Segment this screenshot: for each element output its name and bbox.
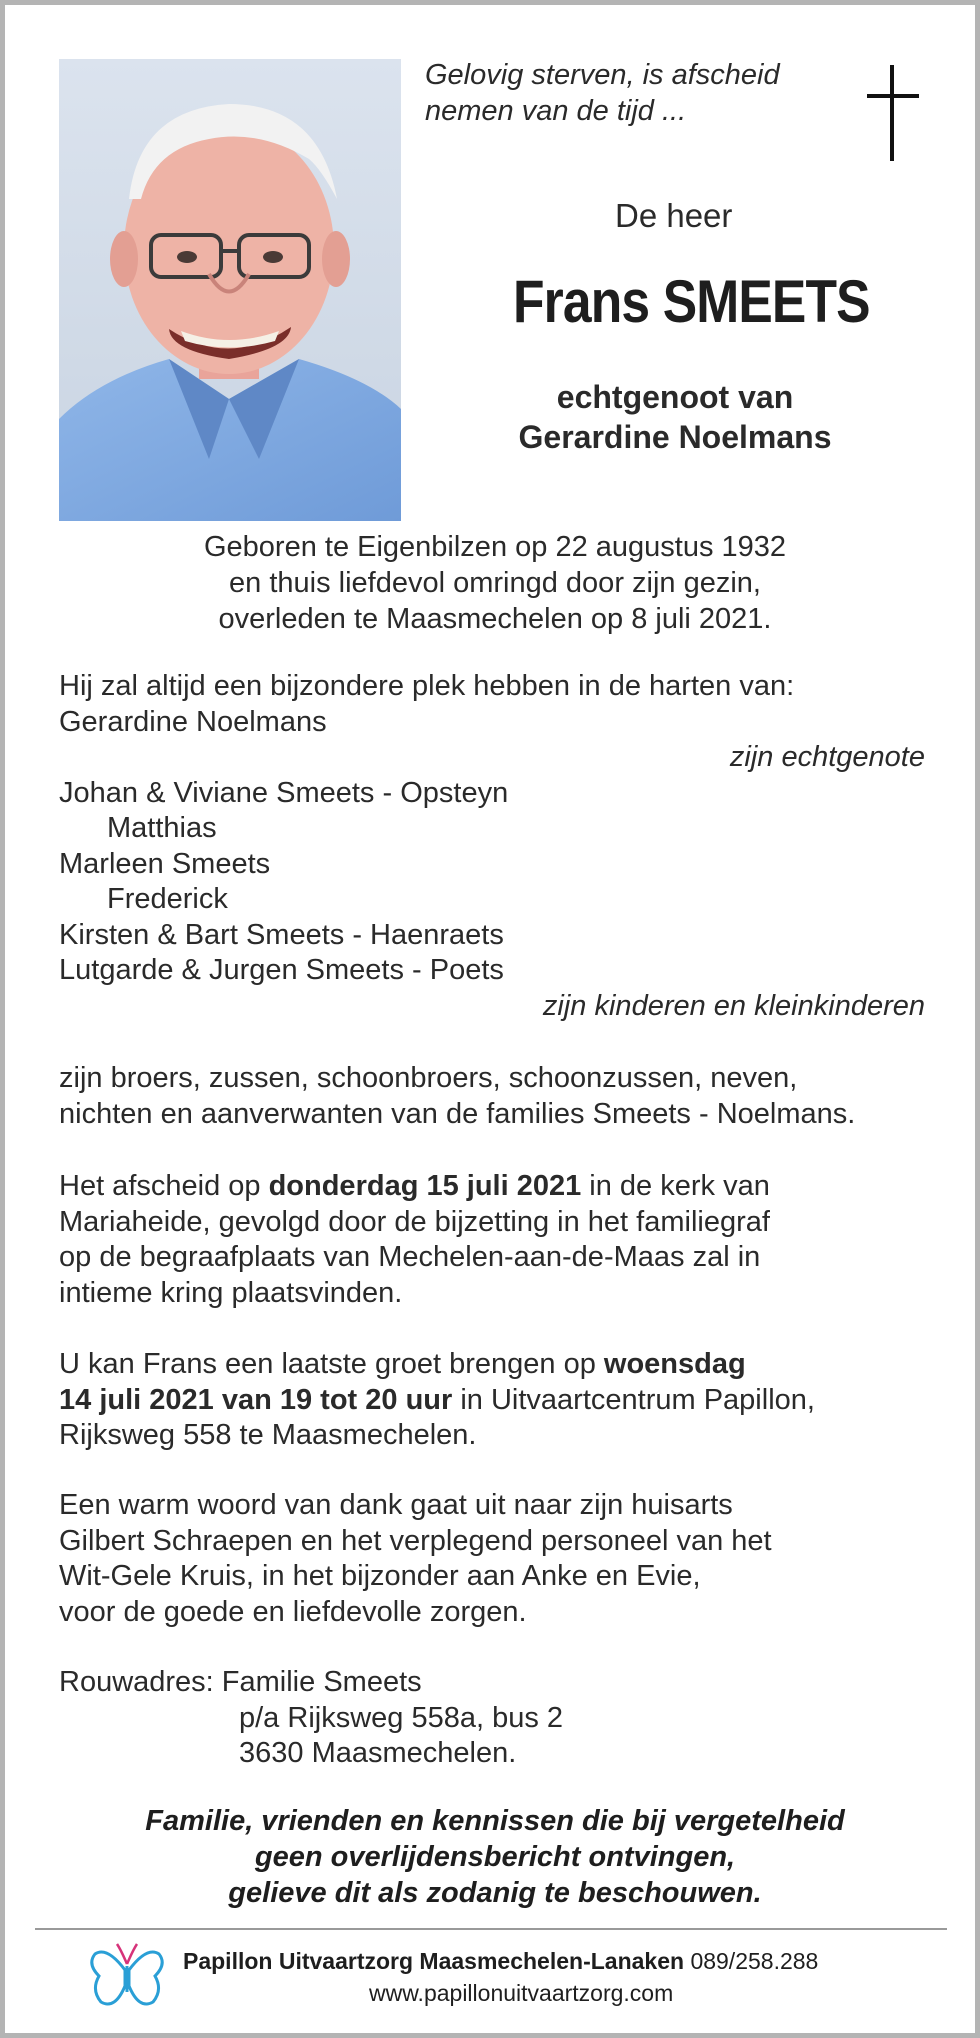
thanks-section bbox=[59, 1488, 931, 1630]
family-section bbox=[59, 669, 931, 1024]
children-role: zijn kinderen en kleinkinderen bbox=[542, 989, 925, 1022]
wife-name: Gerardine Noelmans bbox=[59, 705, 327, 738]
address-section bbox=[59, 1665, 931, 1772]
company-name: Papillon Uitvaartzorg Maasmechelen-Lanaken bbox=[183, 1948, 685, 1974]
born-line-3: overleden te Maasmechelen op 8 juli 2021. bbox=[218, 603, 772, 635]
closing-line-3: gelieve dit als zodanig te beschouwen. bbox=[228, 1877, 762, 1909]
spouse-line-1: echtgenoot van bbox=[556, 379, 794, 415]
grandchild-name: Matthias bbox=[107, 812, 217, 844]
visit-line-1 bbox=[59, 1347, 931, 1383]
child-name: Lutgarde & Jurgen Smeets - Poets bbox=[59, 954, 504, 986]
wife-role: zijn echtgenote bbox=[729, 741, 925, 773]
motto-line-2: nemen van de tijd ... bbox=[425, 95, 687, 127]
portrait-photo bbox=[59, 59, 401, 521]
visit-post: in Uitvaartcentrum Papillon, bbox=[452, 1383, 815, 1416]
farewell-line-3: op de begraafplaats van Mechelen-aan-de-Maas zal in bbox=[59, 1241, 761, 1273]
motto-line-1: Gelovig sterven, is afscheid bbox=[425, 59, 780, 91]
relatives-line-1: zijn broers, zussen, schoonbroers, schoonzussen, neven, bbox=[59, 1062, 798, 1094]
salutation: De heer bbox=[615, 197, 733, 234]
footer-divider bbox=[35, 1928, 947, 1930]
visit-section bbox=[59, 1347, 931, 1454]
relatives-line-2: nichten en aanverwanten van de families Smeets - Noelmans. bbox=[59, 1097, 856, 1130]
deceased-name: Frans SMEETS bbox=[513, 268, 870, 335]
motto bbox=[425, 57, 780, 129]
address-line-3: 3630 Maasmechelen. bbox=[239, 1737, 517, 1769]
relatives-section bbox=[59, 1061, 931, 1132]
butterfly-icon bbox=[87, 1940, 167, 2012]
grandchild-name: Frederick bbox=[107, 883, 228, 915]
cross-icon bbox=[863, 63, 923, 163]
farewell-section bbox=[59, 1169, 931, 1311]
visit-day: woensdag bbox=[603, 1348, 746, 1380]
thanks-line-1: Een warm woord van dank gaat uit naar zijn huisarts bbox=[59, 1489, 733, 1521]
family-intro: Hij zal altijd een bijzondere plek hebben in de harten van: bbox=[59, 670, 795, 702]
spouse-line-2: Gerardine Noelmans bbox=[518, 419, 832, 455]
birth-death-info bbox=[59, 529, 931, 637]
visit-line-2 bbox=[59, 1383, 931, 1419]
spouse-info bbox=[475, 377, 875, 457]
child-name: Johan & Viviane Smeets - Opsteyn bbox=[59, 776, 509, 809]
thanks-line-3: Wit-Gele Kruis, in het bijzonder aan Anke en Evie, bbox=[59, 1560, 701, 1592]
born-line-1: Geboren te Eigenbilzen op 22 augustus 1932 bbox=[203, 531, 787, 563]
company-phone: 089/258.288 bbox=[690, 1948, 819, 1974]
closing-line-2: geen overlijdensbericht ontvingen, bbox=[254, 1841, 736, 1873]
visit-pre: U kan Frans een laatste groet brengen op bbox=[59, 1348, 604, 1380]
farewell-pre: Het afscheid op bbox=[59, 1170, 269, 1202]
born-line-2: en thuis liefdevol omringd door zijn gezin, bbox=[229, 567, 761, 599]
farewell-post: in de kerk van bbox=[581, 1170, 770, 1202]
company-website[interactable]: www.papillonuitvaartzorg.com bbox=[369, 1980, 674, 2006]
address-line-2: p/a Rijksweg 558a, bus 2 bbox=[239, 1701, 564, 1734]
address-line-1: Rouwadres: Familie Smeets bbox=[59, 1666, 422, 1698]
footer bbox=[183, 1945, 923, 2009]
visit-datetime: 14 juli 2021 van 19 tot 20 uur bbox=[59, 1383, 453, 1416]
thanks-line-2: Gilbert Schraepen en het verplegend personeel van het bbox=[59, 1524, 772, 1557]
thanks-line-4: voor de goede en liefdevolle zorgen. bbox=[59, 1595, 527, 1628]
visit-line-3: Rijksweg 558 te Maasmechelen. bbox=[59, 1419, 477, 1451]
farewell-line-1 bbox=[59, 1169, 931, 1205]
footer-line-1 bbox=[183, 1945, 923, 1977]
child-name: Kirsten & Bart Smeets - Haenraets bbox=[59, 918, 504, 951]
farewell-line-4: intieme kring plaatsvinden. bbox=[59, 1276, 403, 1309]
farewell-date: donderdag 15 juli 2021 bbox=[268, 1170, 582, 1202]
child-name: Marleen Smeets bbox=[59, 847, 271, 880]
closing-line-1: Familie, vrienden en kennissen die bij vergetelheid bbox=[145, 1805, 845, 1837]
farewell-line-2: Mariaheide, gevolgd door de bijzetting in het familiegraf bbox=[59, 1205, 770, 1238]
closing-note bbox=[59, 1803, 931, 1911]
